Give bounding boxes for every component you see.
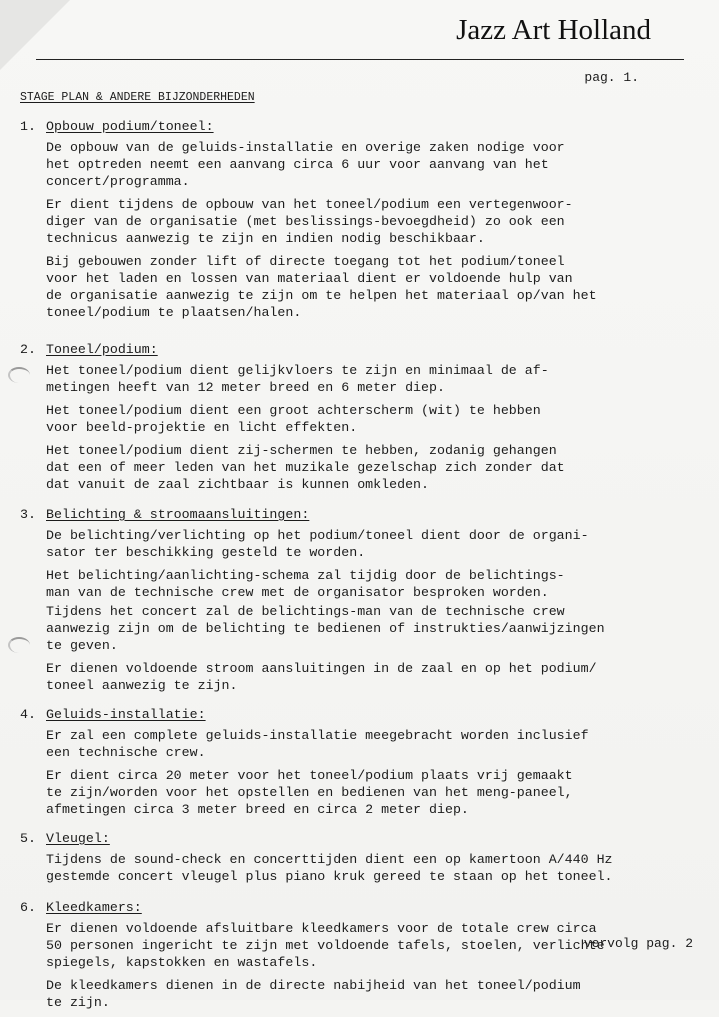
section-header [0, 506, 719, 526]
section-number: 6. [20, 900, 36, 915]
section-paragraph: Het toneel/podium dient zij-schermen te hebben, zodanig gehangen dat een of meer leden van het muzikale gezelschap zich zonder dat dat vanuit de zaal zichtbaar is kunnen omkleden. [46, 443, 565, 492]
section-title: Vleugel: [46, 831, 110, 846]
section-title: Opbouw podium/toneel: [46, 119, 214, 134]
section-paragraph: Er dienen voldoende afsluitbare kleedkamers voor de totale crew circa 50 personen ingericht te zijn met voldoende tafels, stoelen, verlichte spiegels, kapstokken en wastafels. [46, 921, 605, 970]
section-paragraph: De kleedkamers dienen in de directe nabijheid van het toneel/podium te zijn. [46, 978, 581, 1010]
section-paragraph: De belichting/verlichting op het podium/toneel dient door de organi- sator ter beschikking gesteld te worden. [46, 528, 589, 560]
section-opbouw [0, 118, 719, 321]
section-paragraph: Er dient circa 20 meter voor het toneel/podium plaats vrij gemaakt te zijn/worden voor het opstellen en bedienen van het meng-paneel, afmetingen circa 3 meter breed en circa 2 meter diep. [46, 768, 573, 817]
section-number: 1. [20, 119, 36, 134]
section-paragraph: Het toneel/podium dient gelijkvloers te zijn en minimaal de af- metingen heeft van 12 meter breed en 6 meter diep. [46, 363, 549, 395]
section-geluid [0, 706, 719, 818]
section-number: 2. [20, 342, 36, 357]
section-number: 4. [20, 707, 36, 722]
section-header [0, 830, 719, 850]
section-header [0, 899, 719, 919]
section-paragraph: Er dienen voldoende stroom aansluitingen in de zaal en op het podium/ toneel aanwezig te zijn. [46, 661, 597, 693]
document-title: STAGE PLAN & ANDERE BIJZONDERHEDEN [20, 91, 255, 104]
section-paragraph: Er dient tijdens de opbouw van het toneel/podium een vertegenwoor- diger van de organisatie (met beslissings-bevoegdheid) zo ook een technicus aanwezig te zijn en indien nodig beschikbaar. [46, 197, 573, 246]
page-number: pag. 1. [584, 70, 639, 85]
section-title: Belichting & stroomaansluitingen: [46, 507, 310, 522]
section-number: 5. [20, 831, 36, 846]
sections-list [0, 118, 719, 1017]
letterhead-brand: Jazz Art Holland [456, 14, 651, 46]
section-vleugel [0, 830, 719, 885]
section-toneel [0, 341, 719, 493]
section-paragraph: Het toneel/podium dient een groot achterscherm (wit) te hebben voor beeld-projektie en licht effekten. [46, 403, 541, 435]
section-number: 3. [20, 507, 36, 522]
section-header [0, 341, 719, 361]
section-paragraph: Het belichting/aanlichting-schema zal tijdig door de belichtings- man van de technische crew met de organisator besproken worden. [46, 568, 565, 600]
section-belichting [0, 506, 719, 694]
continuation-note: vervolg pag. 2 [583, 936, 693, 951]
section-paragraph: Tijdens het concert zal de belichtings-man van de technische crew aanwezig zijn om de belichting te bedienen of instrukties/aanwijzingen te geven. [46, 604, 605, 653]
section-paragraph: Tijdens de sound-check en concerttijden dient een op kamertoon A/440 Hz gestemde concert vleugel plus piano kruk gereed te staan op het toneel. [46, 852, 613, 884]
section-paragraph: Er zal een complete geluids-installatie meegebracht worden inclusief een technische crew. [46, 728, 589, 760]
section-title: Geluids-installatie: [46, 707, 206, 722]
section-paragraph: De opbouw van de geluids-installatie en overige zaken nodige voor het optreden neemt een aanvang circa 6 uur voor aanvang van het concert/programma. [46, 140, 565, 189]
letterhead-rule [36, 59, 684, 60]
section-title: Kleedkamers: [46, 900, 142, 915]
section-header [0, 118, 719, 138]
section-kleedkamers [0, 899, 719, 1011]
section-header [0, 706, 719, 726]
section-title: Toneel/podium: [46, 342, 158, 357]
section-paragraph: Bij gebouwen zonder lift of directe toegang tot het podium/toneel voor het laden en lossen van materiaal dient er voldoende hulp van de organisatie aanwezig te zijn om te helpen het materiaal op/van het toneel/podium te plaatsen/halen. [46, 254, 597, 320]
